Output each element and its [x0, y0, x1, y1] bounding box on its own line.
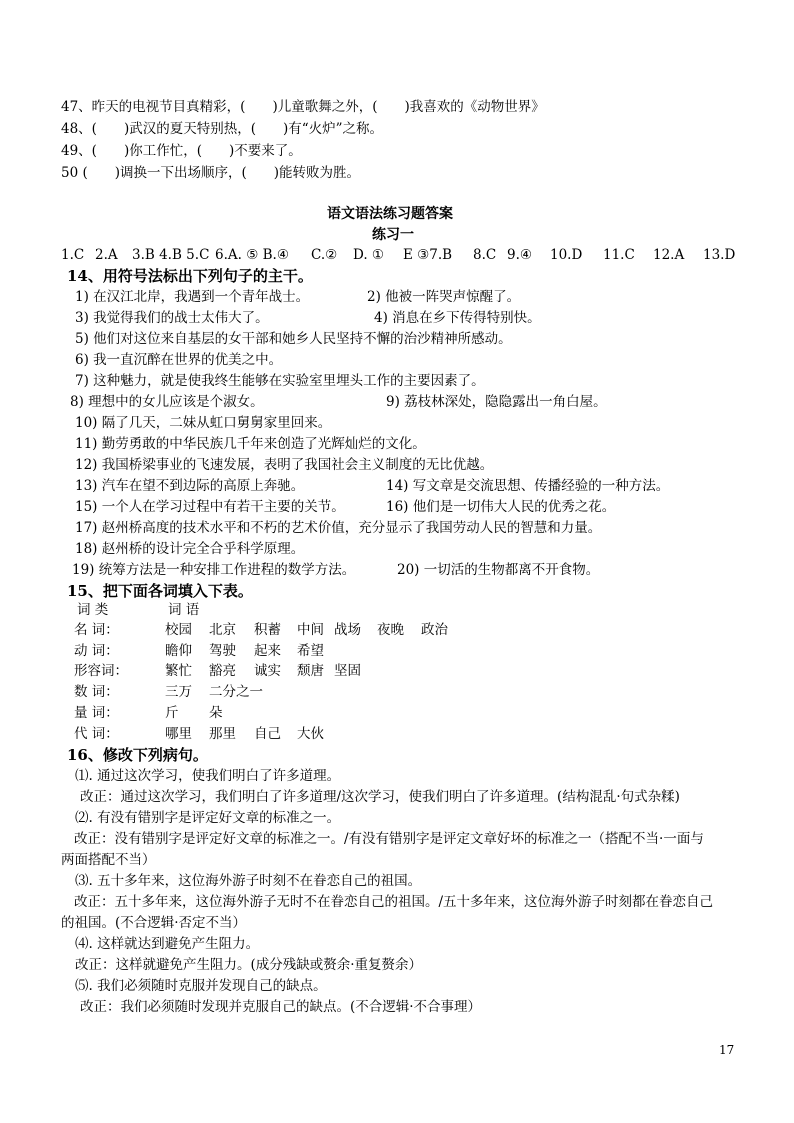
- q16-line-8: 的祖国。(不合逻辑·否定不当）: [61, 915, 247, 931]
- q15-word: 希望: [297, 643, 324, 659]
- q14-item-17: 17) 赵州桥高度的技术水平和不朽的艺术价值，充分显示了我国劳动人民的智慧和力量。: [75, 520, 602, 536]
- q15-word: 哪里: [165, 726, 192, 742]
- q15-word: 颓唐: [297, 663, 324, 679]
- q14-item-14: 14) 写文章是交流思想、传播经验的一种方法。: [386, 478, 670, 494]
- q15-word: 三万: [165, 684, 192, 700]
- answer-6e-7: E ③7.B: [403, 247, 453, 263]
- q14-item-19: 19) 统筹方法是一种安排工作进程的数学方法。: [72, 562, 356, 578]
- question-50: 50 ( )调换一下出场顺序，( )能转败为胜。: [61, 165, 361, 181]
- q15-word: 大伙: [297, 726, 324, 742]
- q16-line-2: 改正：通过这次学习，我们明白了许多道理/这次学习，使我们明白了许多道理。(结构混乱·句式杂糅): [80, 789, 680, 805]
- answers-row: [61, 246, 741, 264]
- q14-item-6: 6) 我一直沉醉在世界的优美之中。: [75, 352, 283, 368]
- page-title: 语文语法练习题答案: [327, 206, 453, 222]
- q15-word: 中间: [297, 622, 324, 638]
- q15-row-type: 名 词：: [74, 622, 119, 638]
- q15-word: 瞻仰: [165, 643, 192, 659]
- q14-item-1: 1) 在汉江北岸，我遇到一个青年战士。: [75, 289, 310, 305]
- q15-word: 豁亮: [209, 663, 236, 679]
- q15-word: 坚固: [334, 663, 361, 679]
- q15-heading: 15、把下面各词填入下表。: [67, 582, 253, 600]
- q14-heading: 14、用符号法标出下列句子的主干。: [67, 267, 313, 285]
- q14-item-4: 4) 消息在乡下传得特别快。: [374, 310, 541, 326]
- q15-row-type: 动 词：: [74, 643, 119, 659]
- q16-line-10: 改正：这样就避免产生阻力。(成分残缺或赘余·重复赘余）: [75, 957, 423, 973]
- answer-10: 10.D: [550, 247, 583, 263]
- q15-header-words: 词 语: [168, 602, 200, 618]
- q15-word: 积蓄: [254, 622, 281, 638]
- q14-item-20: 20) 一切活的生物都离不开食物。: [397, 562, 600, 578]
- q15-row-type: 代 词：: [74, 726, 119, 742]
- q14-item-13: 13) 汽车在望不到边际的高原上奔驰。: [75, 478, 305, 494]
- q14-item-15: 15) 一个人在学习过程中有若干主要的关节。: [75, 499, 345, 515]
- q16-line-5: 两面搭配不当）: [61, 852, 156, 868]
- answer-13: 13.D: [703, 247, 736, 263]
- q16-heading: 16、修改下列病句。: [67, 746, 208, 764]
- q15-word: 斤: [165, 705, 179, 721]
- q14-item-3: 3) 我觉得我们的战士太伟大了。: [75, 310, 269, 326]
- answer-1: 1.C: [61, 247, 85, 263]
- q16-line-9: ⑷. 这样就达到避免产生阻力。: [75, 936, 260, 952]
- q14-item-18: 18) 赵州桥的设计完全合乎科学原理。: [75, 541, 305, 557]
- q16-line-1: ⑴. 通过这次学习，使我们明白了许多道理。: [75, 768, 341, 784]
- q15-header-type: 词 类: [77, 602, 109, 618]
- q16-line-12: 改正：我们必须随时发现并克服自己的缺点。(不合逻辑·不合事理）: [80, 999, 482, 1015]
- question-47: 47、昨天的电视节目真精彩，( )儿童歌舞之外，( )我喜欢的《动物世界》: [61, 99, 545, 115]
- answer-6: 6.A. ⑤ B.④: [215, 247, 289, 263]
- q14-item-7: 7) 这种魅力，就是使我终生能够在实验室里埋头工作的主要因素了。: [75, 373, 485, 389]
- q15-word: 诚实: [254, 663, 281, 679]
- q16-line-11: ⑸. 我们必须随时克服并发现自己的缺点。: [75, 978, 327, 994]
- question-49: 49、( )你工作忙，( )不要来了。: [61, 143, 302, 159]
- q14-item-12: 12) 我国桥梁事业的飞速发展，表明了我国社会主义制度的无比优越。: [75, 457, 494, 473]
- q15-row-type: 量 词：: [74, 705, 119, 721]
- q14-item-11: 11) 勤劳勇敢的中华民族几千年来创造了光辉灿烂的文化。: [75, 436, 426, 452]
- q14-item-9: 9) 荔枝林深处，隐隐露出一角白屋。: [386, 394, 607, 410]
- q15-word: 战场: [334, 622, 361, 638]
- answer-9: 9.④: [507, 247, 532, 263]
- q14-item-16: 16) 他们是一切伟大人民的优秀之花。: [386, 499, 616, 515]
- q16-line-6: ⑶. 五十多年来，这位海外游子时刻不在眷恋自己的祖国。: [75, 873, 422, 889]
- answer-3-5: 3.B 4.B 5.C: [132, 247, 210, 263]
- q14-item-10: 10) 隔了几天，二妹从虹口舅舅家里回来。: [75, 415, 332, 431]
- answer-2: 2.A: [95, 247, 118, 263]
- answer-6c: C.②: [311, 247, 338, 263]
- section-subtitle: 练习一: [372, 227, 414, 243]
- q14-item-2: 2) 他被一阵哭声惊醒了。: [367, 289, 521, 305]
- answer-11: 11.C: [603, 247, 635, 263]
- q16-line-7: 改正：五十多年来，这位海外游子无时不在眷恋自己的祖国。/五十多年来，这位海外游子时刻都在眷恋自己: [74, 894, 714, 910]
- q14-item-8: 8) 理想中的女儿应该是个淑女。: [70, 394, 264, 410]
- answer-8: 8.C: [473, 247, 497, 263]
- q15-row-type: 形容词：: [74, 663, 128, 679]
- answer-6d: D. ①: [353, 247, 385, 263]
- q16-line-4: 改正：没有错别字是评定好文章的标准之一。/有没有错别字是评定文章好坏的标准之一（搭配不当·一面与: [74, 831, 704, 847]
- q15-word: 夜晚: [377, 622, 404, 638]
- q15-word: 起来: [254, 643, 281, 659]
- q15-word: 繁忙: [165, 663, 192, 679]
- q15-word: 朵: [209, 705, 223, 721]
- q15-row-type: 数 词：: [74, 684, 119, 700]
- page-number: 17: [719, 1043, 735, 1057]
- q15-word: 北京: [209, 622, 236, 638]
- q15-word: 校园: [165, 622, 192, 638]
- q15-word: 政治: [421, 622, 448, 638]
- q14-item-5: 5) 他们对这位来自基层的女干部和她乡人民坚持不懈的治沙精神所感动。: [75, 331, 512, 347]
- answer-12: 12.A: [653, 247, 685, 263]
- question-48: 48、( )武汉的夏天特别热，( )有“火炉”之称。: [61, 121, 384, 137]
- q15-word: 驾驶: [209, 643, 236, 659]
- q15-word: 自己: [254, 726, 281, 742]
- q15-word: 那里: [209, 726, 236, 742]
- q15-word: 二分之一: [209, 684, 263, 700]
- q16-line-3: ⑵. 有没有错别字是评定好文章的标准之一。: [75, 810, 341, 826]
